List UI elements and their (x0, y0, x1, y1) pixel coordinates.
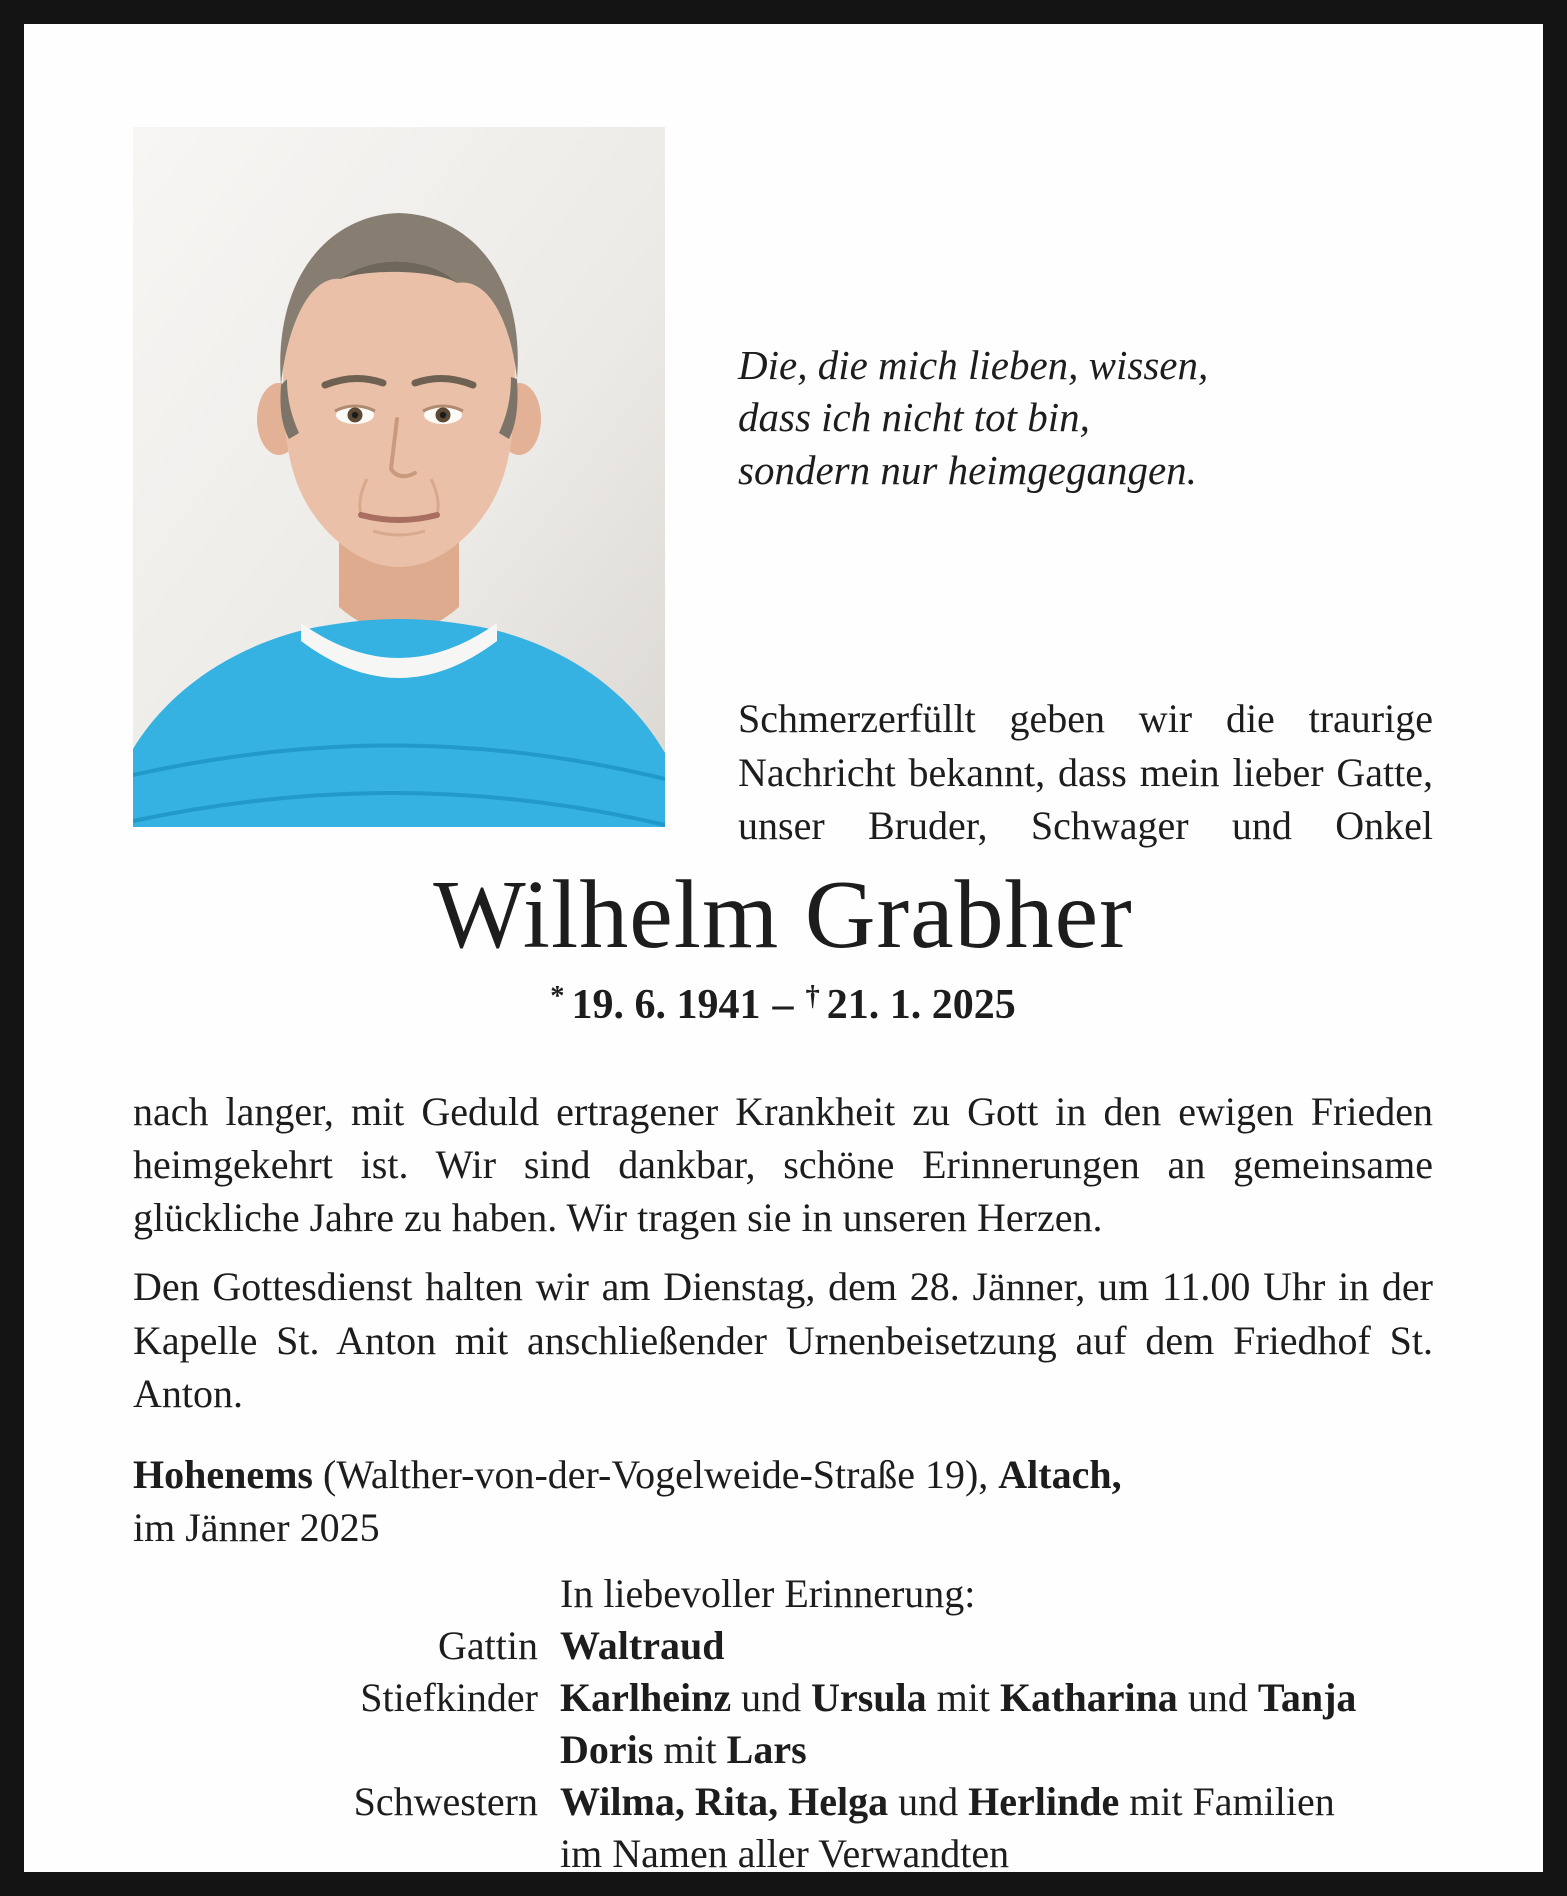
top-section (133, 127, 1433, 852)
family-name: Doris (560, 1727, 654, 1773)
family-name: Waltraud (560, 1623, 725, 1669)
place-name: Altach, (998, 1451, 1122, 1497)
memorial-names (560, 1776, 1433, 1828)
death-dagger-symbol: † (805, 981, 820, 1013)
birth-star-symbol: * (550, 981, 565, 1013)
location-block (133, 1448, 1433, 1554)
text-part: im Namen aller Verwandten (560, 1831, 1010, 1877)
memorial-role-label (133, 1724, 538, 1776)
memorial-names (560, 1828, 1433, 1880)
deceased-name: Wilhelm Grabher (433, 860, 1133, 969)
memorial-names (560, 1724, 1433, 1776)
family-name: Ursula (811, 1675, 927, 1721)
family-name: Karlheinz (560, 1675, 732, 1721)
body-paragraph-2: Den Gottesdienst halten wir am Dienstag, dem 28. Jänner, um 11.00 Uhr in der Kapelle St. Anton mit anschließender Urnenbeisetzung auf dem Friedhof St. Anton. (133, 1264, 1433, 1416)
date-line: im Jänner 2025 (133, 1505, 380, 1551)
memorial-names (560, 1620, 1433, 1672)
pupil (440, 412, 446, 418)
pupil (352, 412, 358, 418)
life-dates (133, 981, 1433, 1029)
text-part: und (1177, 1675, 1258, 1721)
street-address: (Walther-von-der-Vogelweide-Straße 19), (313, 1451, 999, 1497)
verse-line: sondern nur heimgegangen. (738, 446, 1197, 493)
announcement-text: Schmerzerfüllt geben wir die traurige Nachricht bekannt, dass mein lieber Gatte, unser Bruder, Schwager und Onkel (738, 696, 1433, 848)
birth-date: 19. 6. 1941 (571, 981, 761, 1028)
memorial-names (560, 1672, 1433, 1724)
memorial-verse (738, 339, 1433, 496)
family-name: Wilma, Rita, Helga (560, 1779, 889, 1825)
body-paragraph-1: nach langer, mit Geduld ertragener Krankheit zu Gott in den ewigen Frieden heimgekehrt ist. Wir sind dankbar, schöne Erinnerungen an gemeinsame glückliche Jahre zu haben. Wir tragen sie in unseren Herzen. (133, 1088, 1433, 1241)
family-name: Lars (726, 1727, 807, 1773)
memorial-role-label: Stiefkinder (360, 1675, 538, 1721)
text-part: und (731, 1675, 812, 1721)
memorial-role-label: Schwestern (353, 1779, 538, 1825)
family-name: Tanja (1257, 1675, 1357, 1721)
right-column (738, 127, 1433, 852)
death-date: 21. 1. 2025 (826, 981, 1016, 1028)
location-line (133, 1448, 1433, 1501)
memorial-role-label (133, 1568, 538, 1620)
verse-line: dass ich nicht tot bin, (738, 394, 1090, 441)
text-part: mit Familien (1119, 1779, 1335, 1825)
text-part: mit (926, 1675, 1001, 1721)
family-name: Katharina (1000, 1675, 1178, 1721)
memorial-heading: In liebevoller Erinnerung: (560, 1571, 976, 1617)
memorial-role-label: Gattin (438, 1623, 538, 1669)
obituary-content (24, 24, 1543, 1880)
family-name: Herlinde (968, 1779, 1120, 1825)
text-part: und (888, 1779, 969, 1825)
date-dash: – (772, 981, 794, 1028)
text-part: mit (653, 1727, 727, 1773)
place-name: Hohenems (133, 1451, 313, 1497)
portrait-photo (133, 127, 665, 827)
memorial-section (133, 1568, 1433, 1880)
memorial-role-label (133, 1828, 538, 1880)
verse-line: Die, die mich lieben, wissen, (738, 342, 1209, 388)
